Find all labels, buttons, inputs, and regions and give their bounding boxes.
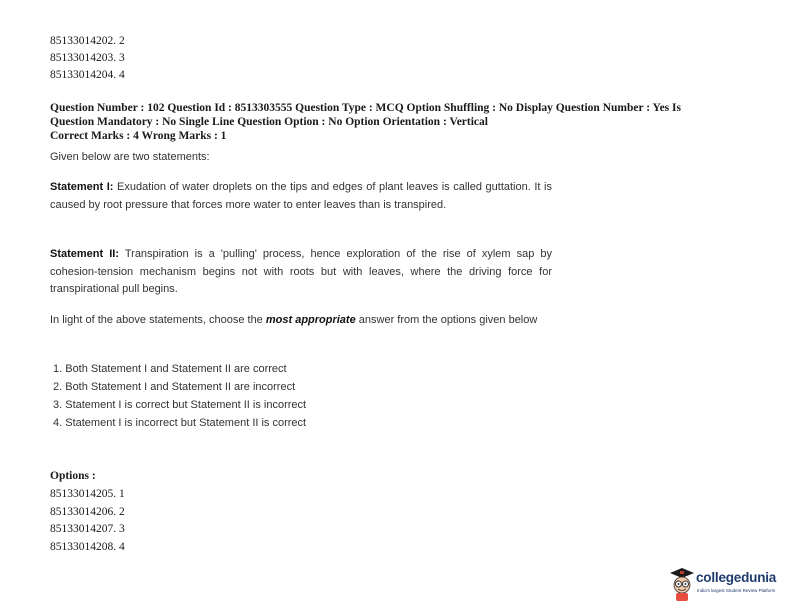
question-metadata <box>50 101 730 143</box>
answer-choice: 1. Both Statement I and Statement II are correct <box>53 363 287 375</box>
instruction-after: answer from the options given below <box>355 314 538 326</box>
answer-choices-list <box>53 360 306 432</box>
logo-name: collegedunia <box>696 570 777 585</box>
options-heading: Options : <box>50 470 96 482</box>
question-meta-line3: Correct Marks : 4 Wrong Marks : 1 <box>50 130 227 142</box>
previous-option-item: 85133014203. 3 <box>50 52 125 64</box>
logo-tagline: India's largest Student Review Platform <box>697 588 776 593</box>
question-meta-line1: Question Number : 102 Question Id : 8513303555 Question Type : MCQ Option Shuffling : No Display Question Number : Yes Is <box>50 102 681 114</box>
statement-one-label: Statement I: <box>50 181 114 193</box>
previous-option-item: 85133014202. 2 <box>50 35 125 47</box>
option-item: 85133014207. 3 <box>50 523 125 535</box>
answer-choice: 4. Statement I is incorrect but Statement II is correct <box>53 417 307 429</box>
mascot-icon <box>667 566 697 602</box>
instruction-emphasis: most appropriate <box>265 314 356 326</box>
previous-options-list <box>50 33 125 84</box>
statement-one-text: Exudation of water droplets on the tips and edges of plant leaves is called guttation. It is caused by root pressure that forces more water to enter leaves than is transpired. <box>50 181 552 211</box>
given-text: Given below are two statements: <box>50 151 210 163</box>
answer-choice: 2. Both Statement I and Statement II are incorrect <box>53 381 296 393</box>
options-list <box>50 486 125 556</box>
statement-two <box>50 246 552 299</box>
statement-two-text: Transpiration is a 'pulling' process, hence exploration of the rise of xylem sap by cohesion-tension mechanism begins not with roots but with leaves, where the driving force for transpirational pull begins. <box>50 248 552 295</box>
instruction-text <box>50 312 552 330</box>
answer-choice: 3. Statement I is correct but Statement II is incorrect <box>53 399 307 411</box>
option-item: 85133014206. 2 <box>50 505 125 518</box>
question-meta-line2: Question Mandatory : No Single Line Question Option : No Option Orientation : Vertical <box>50 116 488 128</box>
statement-two-label: Statement II: <box>50 248 119 260</box>
option-item: 85133014205. 1 <box>50 488 125 500</box>
previous-option-item: 85133014204. 4 <box>50 69 125 81</box>
instruction-before: In light of the above statements, choose the <box>50 314 266 326</box>
collegedunia-logo <box>667 566 787 606</box>
option-item: 85133014208. 4 <box>50 540 125 553</box>
statement-one <box>50 179 552 214</box>
